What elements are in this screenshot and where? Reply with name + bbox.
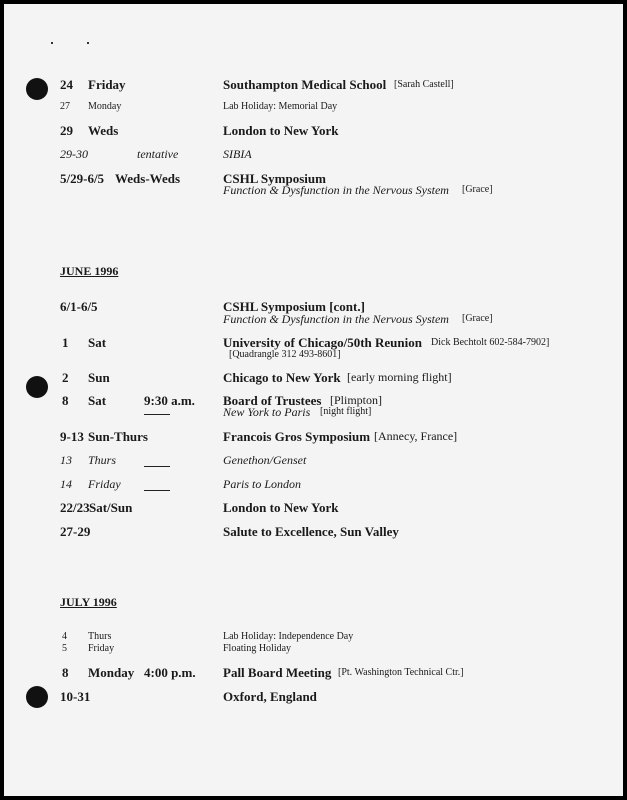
speck <box>51 42 53 44</box>
entry-event: University of Chicago/50th Reunion <box>223 335 422 350</box>
entry-note: [early morning flight] <box>347 370 452 384</box>
entry-day: tentative <box>137 147 179 161</box>
entry-event: Chicago to New York <box>223 370 341 385</box>
entry-event: Lab Holiday: Memorial Day <box>223 101 338 112</box>
entry-day: Sun <box>88 370 110 385</box>
entry-event: London to New York <box>223 500 339 515</box>
entry-note: [Sarah Castell] <box>394 79 454 90</box>
entry-date: 4 <box>62 631 67 642</box>
entry-day: Weds <box>88 123 119 138</box>
entry-event: Francois Gros Symposium <box>223 429 371 444</box>
entry-day: Sat/Sun <box>89 500 133 515</box>
entry-date: 8 <box>62 393 69 408</box>
entry-day: Sat <box>88 335 107 350</box>
entry-date: 9-13 <box>60 429 84 444</box>
entry-note: [Grace] <box>462 184 493 195</box>
entry-day: Friday <box>88 477 121 491</box>
entry-date: 29-30 <box>60 147 88 161</box>
entry-time: 9:30 a.m. <box>144 393 195 408</box>
entry-event: Pall Board Meeting <box>223 665 332 680</box>
entry-event: Southampton Medical School <box>223 77 387 92</box>
entry-event: CSHL Symposium <box>223 171 326 186</box>
punch-hole-middle <box>26 376 48 398</box>
document-page <box>4 4 623 796</box>
entry-subtitle: New York to Paris <box>223 405 311 419</box>
entry-day: Sat <box>88 393 107 408</box>
entry-date: 5/29-6/5 <box>60 171 105 186</box>
entry-day: Weds-Weds <box>115 171 181 186</box>
entry-event: London to New York <box>223 123 339 138</box>
entry-day: Friday <box>88 643 115 654</box>
entry-date: 27 <box>60 101 70 112</box>
month-heading: JUNE 1996 <box>60 264 119 278</box>
entry-day: Sun-Thurs <box>88 429 148 444</box>
entry-date: 5 <box>62 643 67 654</box>
entry-subtitle: Function & Dysfunction in the Nervous System <box>223 183 449 197</box>
entry-date: 27-29 <box>60 524 91 539</box>
entry-subtitle: Function & Dysfunction in the Nervous System <box>223 312 449 326</box>
blank-line <box>144 466 170 467</box>
entry-note: [Annecy, France] <box>374 429 458 443</box>
punch-hole-bottom <box>26 686 48 708</box>
entry-event: SIBIA <box>223 147 252 161</box>
entry-day: Monday <box>88 665 135 680</box>
entry-event: Paris to London <box>223 477 302 491</box>
entry-note-2: [Quadrangle 312 493-8601] <box>229 349 341 360</box>
entry-event: Salute to Excellence, Sun Valley <box>223 524 399 539</box>
entry-date: 22/23 <box>60 500 90 515</box>
entry-date: 14 <box>60 477 72 491</box>
punch-hole-top <box>26 78 48 100</box>
entry-date: 1 <box>62 335 69 350</box>
entry-day: Friday <box>88 77 126 92</box>
blank-line <box>144 490 170 491</box>
entry-day: Thurs <box>88 453 117 467</box>
entry-date: 6/1-6/5 <box>60 299 98 314</box>
entry-subnote: [night flight] <box>320 406 372 417</box>
entry-event: Genethon/Genset <box>223 453 307 467</box>
entry-date: 8 <box>62 665 69 680</box>
entry-event: Board of Trustees <box>223 393 322 408</box>
entry-note: [Pt. Washington Technical Ctr.] <box>338 667 464 678</box>
entry-time: 4:00 p.m. <box>144 665 196 680</box>
entry-note: [Plimpton] <box>330 393 383 407</box>
entry-day: Thurs <box>88 631 112 642</box>
blank-line <box>144 414 170 415</box>
entry-event: Oxford, England <box>223 689 317 704</box>
entry-date: 13 <box>60 453 72 467</box>
month-heading: JULY 1996 <box>60 595 117 609</box>
entry-event: CSHL Symposium [cont.] <box>223 299 365 314</box>
entry-date: 2 <box>62 370 69 385</box>
entry-note: [Grace] <box>462 313 493 324</box>
entry-date: 29 <box>60 123 73 138</box>
entry-note: Dick Bechtolt 602-584-7902] <box>431 337 550 348</box>
entry-date: 10-31 <box>60 689 91 704</box>
entry-day: Monday <box>88 101 122 112</box>
speck <box>87 42 89 44</box>
entry-event: Floating Holiday <box>223 643 292 654</box>
entry-event: Lab Holiday: Independence Day <box>223 631 354 642</box>
entry-date: 24 <box>60 77 73 92</box>
